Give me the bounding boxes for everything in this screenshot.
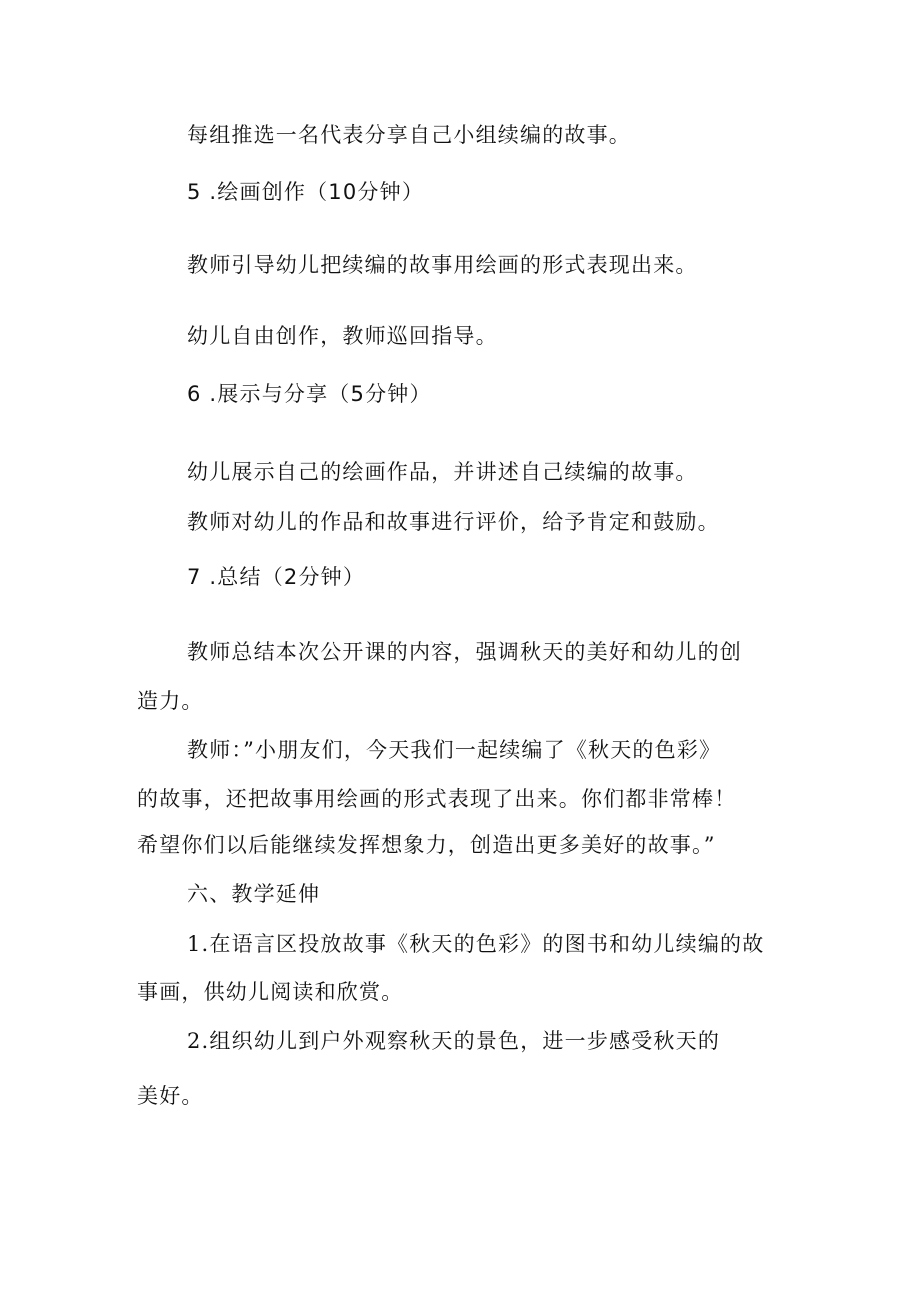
paragraph-line: 每组推选一名代表分享自己小组续编的故事。 [187,123,631,147]
paragraph-line: 2.组织幼儿到户外观察秋天的景色，进一步感受秋天的 [187,1029,721,1053]
section-heading-extension: 六、教学延伸 [187,882,321,906]
paragraph-line: 美好。 [137,1084,204,1108]
paragraph-line: 幼儿展示自己的绘画作品，并讲述自己续编的故事。 [187,460,698,484]
paragraph-line: 造力。 [137,689,204,713]
paragraph-line: 希望你们以后能继续发挥想象力，创造出更多美好的故事。” [137,833,716,857]
paragraph-line: 教师对幼儿的作品和故事进行评价，给予肯定和鼓励。 [187,510,720,534]
paragraph-line: 教师：”小朋友们，今天我们一起续编了《秋天的色彩》 [187,738,722,762]
section-heading-showcase: 6 .展示与分享（5分钟） [187,382,432,406]
paragraph-line: 教师总结本次公开课的内容，强调秋天的美好和幼儿的创 [187,640,742,664]
paragraph-line: 的故事，还把故事用绘画的形式表现了出来。你们都非常棒！ [137,787,737,811]
paragraph-line: 教师引导幼儿把续编的故事用绘画的形式表现出来。 [187,253,698,277]
paragraph-line: 幼儿自由创作，教师巡回指导。 [187,324,498,348]
section-heading-drawing: 5 .绘画创作（10分钟） [187,180,425,204]
paragraph-line: 事画，供幼儿阅读和欣赏。 [137,980,404,1004]
paragraph-line: 1.在语言区投放故事《秋天的色彩》的图书和幼儿续编的故 [187,932,765,956]
section-heading-summary: 7 .总结（2分钟） [187,565,366,589]
